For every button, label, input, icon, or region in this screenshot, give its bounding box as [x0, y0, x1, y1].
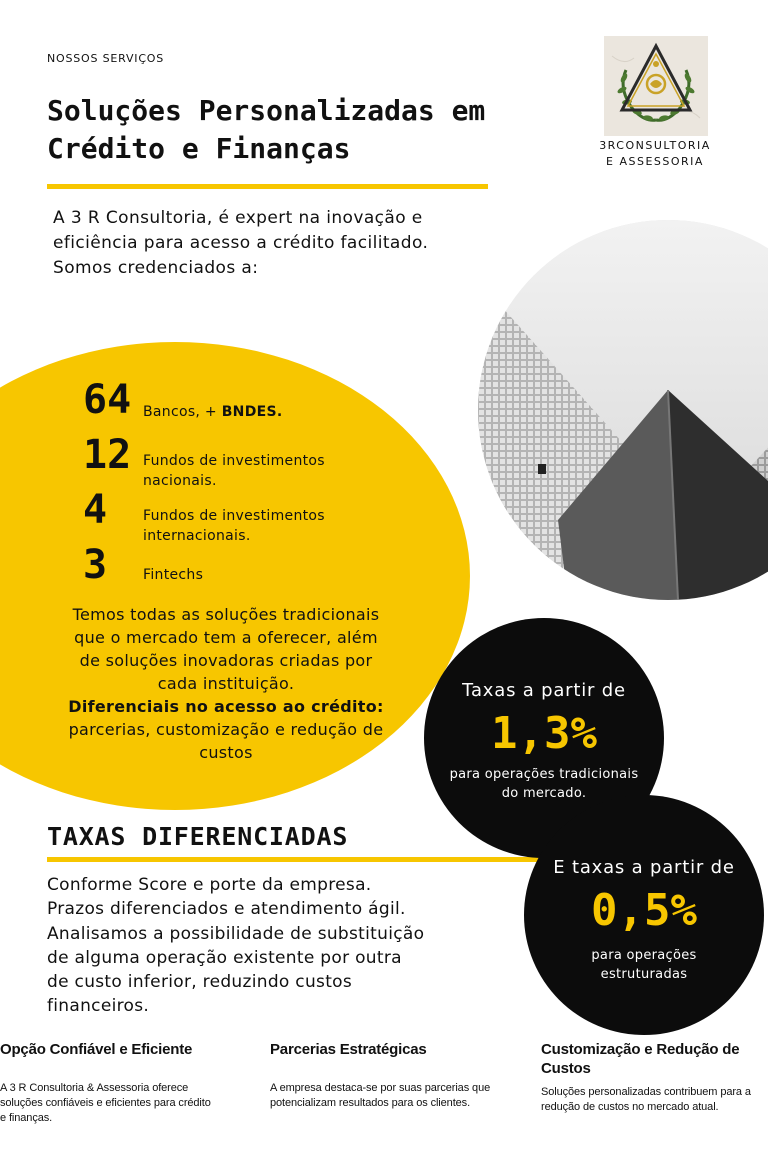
rate-heading: E taxas a partir de — [553, 857, 735, 878]
stat-label-line: internacionais. — [143, 528, 251, 544]
solutions-text — [40, 603, 412, 764]
stat-label-line: Fintechs — [143, 567, 204, 583]
solutions-line: que o mercado tem a oferecer, além — [74, 628, 378, 647]
stat-label — [143, 506, 383, 546]
intro-text — [53, 206, 513, 281]
feature-customization — [541, 1040, 768, 1115]
stat-label-line: Fundos de investimentos — [143, 508, 325, 524]
page-title-line: Crédito e Finanças — [47, 132, 351, 165]
skyscraper-corner-photo — [478, 220, 768, 600]
building-photo — [478, 220, 768, 600]
taxas-line: financeiros. — [47, 996, 150, 1017]
solutions-line: de soluções inovadoras criadas por — [79, 651, 373, 670]
feature-title-line: Customização e Redução de — [541, 1041, 740, 1058]
stat-label-bold: BNDES. — [221, 404, 283, 420]
taxas-line: de custo inferior, reduzindo custos — [47, 972, 353, 993]
rate-subtext-line: para operações — [591, 948, 697, 963]
solutions-line: custos — [199, 743, 253, 762]
rate-value: 1,3% — [491, 708, 597, 759]
taxas-line: Conforme Score e porte da empresa. — [47, 875, 372, 895]
solutions-line: parcerias, customização e redução de — [68, 720, 384, 739]
feature-partnerships — [270, 1040, 520, 1111]
feature-description — [270, 1081, 520, 1111]
stat-label — [143, 402, 383, 422]
stat-label-line: Fundos de investimentos — [143, 453, 325, 469]
rate-subtext-line: estruturadas — [600, 967, 688, 982]
stat-label-line: nacionais. — [143, 473, 217, 489]
brand-name-line: 3RCONSULTORIA — [599, 139, 711, 152]
stat-number: 3 — [83, 542, 108, 588]
feature-description-line: redução de custos no mercado atual. — [541, 1101, 719, 1113]
stat-label — [143, 451, 383, 491]
rate-heading: Taxas a partir de — [462, 680, 626, 701]
rate-value: 0,5% — [591, 885, 697, 936]
feature-description-line: Soluções personalizadas contribuem para a — [541, 1086, 751, 1098]
stat-label — [143, 565, 383, 585]
stat-label-text: Bancos, + — [143, 404, 222, 420]
intro-line: eficiência para acesso a crédito facilitado. — [53, 233, 429, 253]
feature-title-line: Custos — [541, 1060, 591, 1077]
feature-title — [541, 1040, 768, 1078]
taxas-description — [47, 873, 517, 1019]
stat-number: 64 — [83, 377, 132, 423]
rate-subtext-line: para operações tradicionais — [449, 767, 639, 782]
feature-description — [0, 1081, 250, 1126]
solutions-line: cada instituição. — [157, 674, 295, 693]
intro-line: Somos credenciados a: — [53, 258, 259, 278]
feature-title: Opção Confiável e Eficiente — [0, 1041, 193, 1058]
triangle-laurel-emblem-icon — [604, 36, 708, 136]
brand-logo — [604, 36, 708, 136]
feature-reliable — [0, 1040, 250, 1126]
brand-name — [580, 138, 730, 170]
taxas-section-underline — [47, 857, 539, 862]
page-title — [47, 92, 517, 168]
stat-number: 4 — [83, 487, 108, 533]
section-eyebrow: NOSSOS SERVIÇOS — [47, 52, 165, 65]
taxas-section-title: TAXAS DIFERENCIADAS — [47, 822, 349, 851]
rate-subtext — [524, 946, 764, 984]
title-underline — [47, 184, 488, 189]
feature-description — [541, 1085, 768, 1115]
solutions-bold-line: Diferenciais no acesso ao crédito: — [68, 697, 384, 716]
feature-description-line: e finanças. — [0, 1112, 53, 1124]
feature-title: Parcerias Estratégicas — [270, 1041, 427, 1058]
rate-circle-structured — [524, 795, 764, 1035]
feature-description-line: A 3 R Consultoria & Assessoria oferece — [0, 1082, 189, 1094]
taxas-line: Prazos diferenciados e atendimento ágil. — [47, 899, 406, 920]
solutions-line: Temos todas as soluções tradicionais — [72, 605, 380, 624]
taxas-line: de alguma operação existente por outra — [47, 947, 402, 968]
brand-name-line: E ASSESSORIA — [606, 155, 704, 168]
taxas-line: Analisamos a possibilidade de substituição — [47, 923, 425, 944]
intro-line: A 3 R Consultoria, é expert na inovação e — [53, 208, 423, 228]
stat-number: 12 — [83, 432, 132, 478]
feature-description-line: A empresa destaca-se por suas parcerias que — [270, 1082, 491, 1094]
feature-description-line: soluções confiáveis e eficientes para crédito — [0, 1097, 211, 1109]
page-title-line: Soluções Personalizadas em — [47, 94, 486, 127]
feature-description-line: potencializam resultados para os clientes. — [270, 1097, 471, 1109]
rate-subtext-line: do mercado. — [501, 786, 587, 801]
